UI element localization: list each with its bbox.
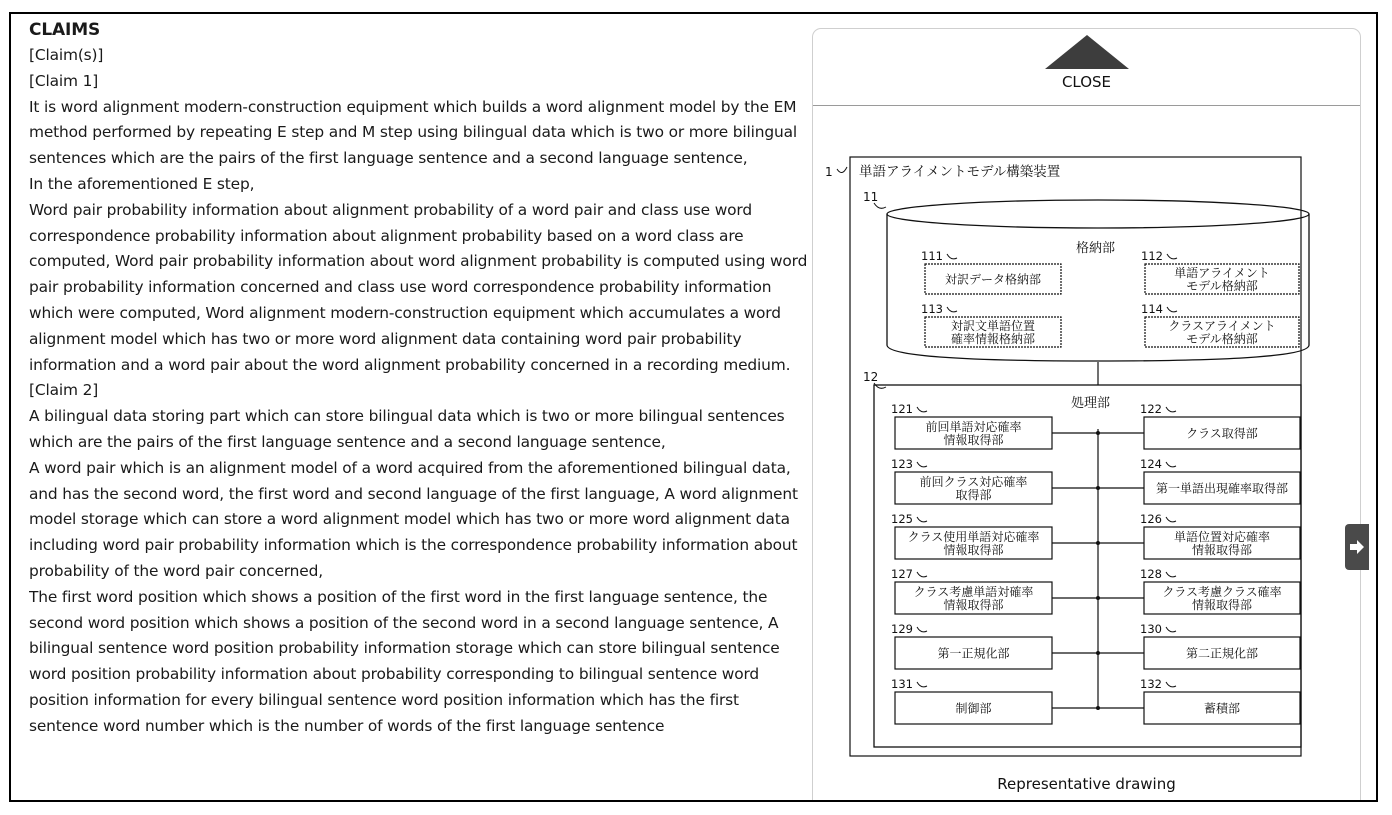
processing-ref: 12 <box>863 370 879 384</box>
storage-box-label: 確率情報格納部 <box>950 332 1036 346</box>
processing-box-left-ref: 127 <box>891 567 913 581</box>
representative-drawing-panel <box>812 28 1361 802</box>
storage-box-label: クラスアライメント <box>1168 319 1276 333</box>
processing-box-left-ref: 121 <box>891 402 913 416</box>
processing-box-left-ref: 129 <box>891 622 913 636</box>
device-label: 単語アライメントモデル構築装置 <box>859 164 1061 180</box>
storage-box <box>921 302 1061 347</box>
processing-box-right <box>1140 622 1300 669</box>
processing-box-left-label: 前回クラス対応確率 <box>919 475 1028 489</box>
claims-paragraph: A bilingual data storing part which can store bilingual data which is two or more bilingual sentences which are the pairs of the first language sentence and a second language sentence, <box>29 407 785 451</box>
claims-section <box>29 18 809 802</box>
storage-box-ref: 111 <box>921 249 943 263</box>
processing-box-left-ref: 131 <box>891 677 913 691</box>
storage-box <box>921 249 1061 294</box>
storage-label: 格納部 <box>1076 241 1116 256</box>
processing-label: 処理部 <box>1071 396 1111 411</box>
claims-paragraph: A word pair which is an alignment model of a word acquired from the aforementioned bilingual data, and has the second word, the first word and second language of the first language, A word alignment model storage which can store a word alignment model which has two or more word alignment data including word pair probability information which is the correspondence probability information about probability of the word pair concerned, <box>29 458 798 580</box>
next-drawing-button[interactable] <box>1345 524 1369 570</box>
processing-box-left-label: クラス使用単語対応確率 <box>907 530 1040 544</box>
storage-box <box>1141 302 1299 347</box>
processing-box-right-ref: 128 <box>1140 567 1162 581</box>
processing-box-left-label: 取得部 <box>955 488 992 502</box>
storage-box-ref: 112 <box>1141 249 1163 263</box>
processing-box-left <box>891 512 1052 559</box>
storage-box <box>1141 249 1299 294</box>
storage-box-ref: 113 <box>921 302 943 316</box>
processing-box-right-label: クラス考慮クラス確率 <box>1162 585 1282 599</box>
processing-box-right-ref: 126 <box>1140 512 1162 526</box>
processing-box-right <box>1140 402 1300 449</box>
storage-ref: 11 <box>863 190 879 204</box>
processing-box-left-label: クラス考慮単語対確率 <box>913 585 1034 599</box>
claims-paragraph: In the aforementioned E step, <box>29 174 255 193</box>
processing-box-right <box>1140 457 1300 504</box>
claims-paragraph: [Claim 2] <box>29 381 99 400</box>
processing-box-left <box>891 457 1052 504</box>
claims-heading: CLAIMS <box>29 20 101 40</box>
claims-paragraph: [Claim 1] <box>29 71 99 90</box>
processing-box-right-label: 情報取得部 <box>1191 598 1253 612</box>
claims-paragraph: It is word alignment modern-construction equipment which builds a word alignment model by the EM method performed by repeating E step and M step using bilingual data which is two or more bilingual sentences which are the pairs of the first language sentence and a second language sentence, <box>29 97 798 168</box>
processing-box-right-label: 単語位置対応確率 <box>1173 530 1271 544</box>
storage-box-label: 対訳データ格納部 <box>944 272 1042 287</box>
processing-box-right-label: 第二正規化部 <box>1185 646 1259 661</box>
right-arrow-icon[interactable] <box>1348 538 1366 556</box>
storage-box-ref: 114 <box>1141 302 1163 316</box>
device-ref: 1 <box>825 165 833 179</box>
processing-box-left-ref: 123 <box>891 457 913 471</box>
processing-box-right-label: 情報取得部 <box>1191 543 1253 557</box>
processing-box-right <box>1140 677 1300 724</box>
processing-box-left-label: 制御部 <box>955 701 992 716</box>
processing-box-left <box>891 677 1052 724</box>
processing-box-left-label: 前回単語対応確率 <box>925 420 1022 434</box>
processing-box-left <box>891 567 1052 614</box>
claims-paragraph: Word pair probability information about alignment probability of a word pair and class use word correspondence probability information about alignment probability based on a word class are computed, Word pair probability information about word alignment probability is computed using word pair probability information concerned and class use word correspondence probability information which were computed, Word alignment modern-construction equipment which accumulates a word alignment model which has two or more word alignment data containing word pair probability information and a word pair about the word alignment probability concerned in a recording medium. <box>29 200 808 374</box>
claims-paragraph: The first word position which shows a position of the first word in the first language sentence, the second word position which shows a position of the second word in a second language sentence, A bilingual sentence word position probability information storage which can store bilingual sentence word position probability information about probability corresponding to bilingual sentence word position information for every bilingual sentence word position information which has the first sentence word number which is the number of words of the first language sentence <box>29 587 780 735</box>
processing-box-left-label: 情報取得部 <box>943 598 1004 612</box>
processing-box-left-label: 情報取得部 <box>943 543 1004 557</box>
processing-box-left <box>891 622 1052 669</box>
processing-box-right-label: クラス取得部 <box>1186 426 1258 441</box>
patent-diagram <box>813 29 1362 769</box>
processing-box-right <box>1140 512 1300 559</box>
processing-box-left-label: 情報取得部 <box>943 433 1004 447</box>
processing-box-right <box>1140 567 1300 614</box>
processing-box-right-ref: 130 <box>1140 622 1162 636</box>
processing-box-right-ref: 124 <box>1140 457 1162 471</box>
storage-box-label: モデル格納部 <box>1186 279 1258 293</box>
close-label[interactable]: CLOSE <box>1061 73 1112 91</box>
claims-paragraph: [Claim(s)] <box>29 46 104 64</box>
drawing-caption: Representative drawing <box>997 775 1176 793</box>
storage-box-label: 単語アライメント <box>1174 266 1270 280</box>
processing-box-right-ref: 132 <box>1140 677 1162 691</box>
storage-box-label: モデル格納部 <box>1186 332 1258 346</box>
patent-viewer-frame <box>9 12 1378 802</box>
processing-box-right-label: 第一単語出現確率取得部 <box>1155 481 1289 496</box>
processing-box-left-ref: 125 <box>891 512 913 526</box>
processing-box-right-label: 蓄積部 <box>1203 701 1241 716</box>
processing-box-right-ref: 122 <box>1140 402 1162 416</box>
processing-box-left <box>891 402 1052 449</box>
processing-box-left-label: 第一正規化部 <box>937 646 1010 661</box>
storage-box-label: 対訳文単語位置 <box>950 319 1036 333</box>
